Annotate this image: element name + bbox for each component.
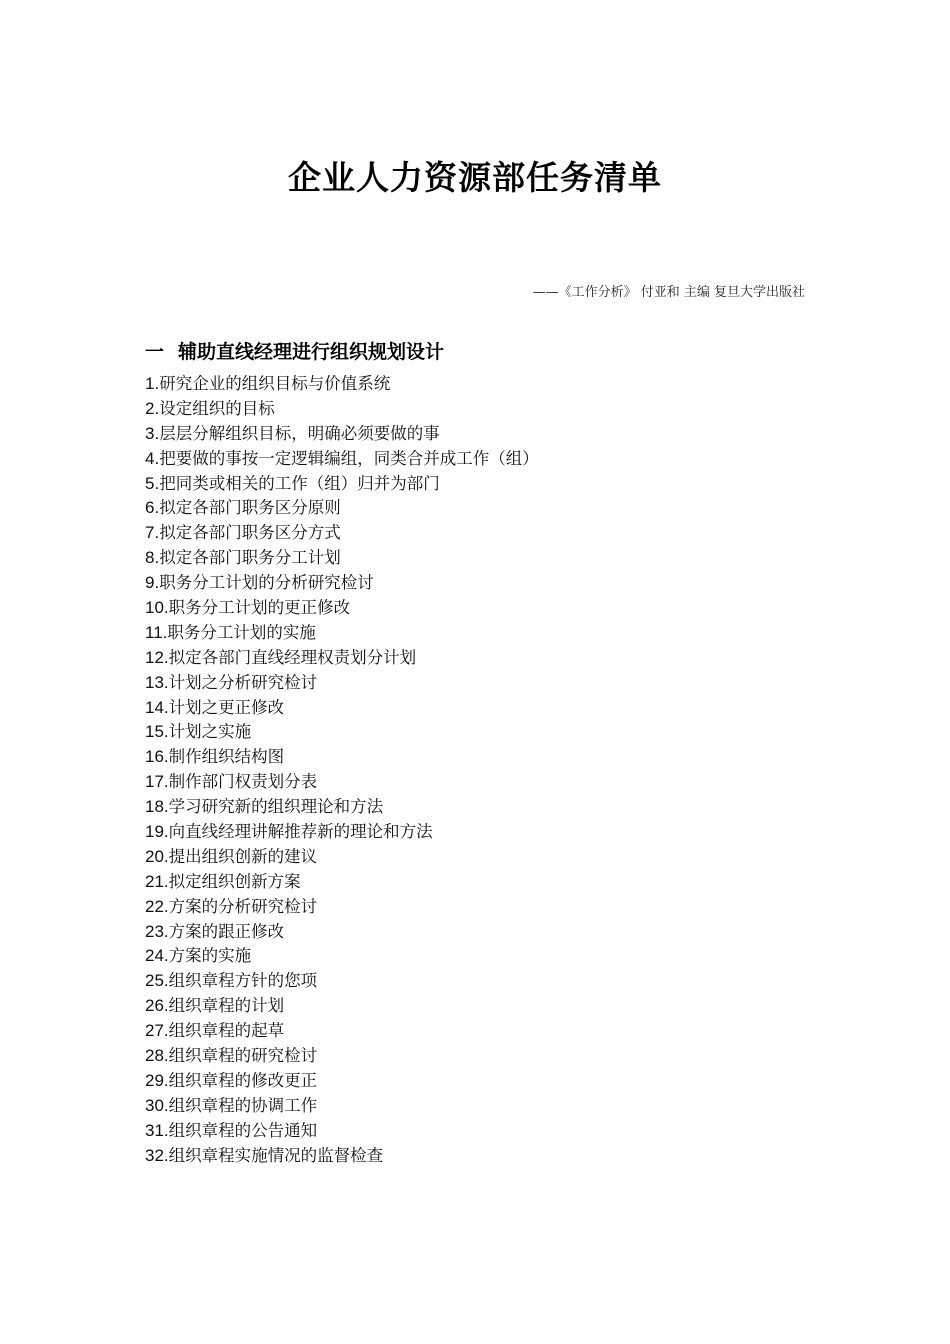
task-text: 职务分工计划的更正修改 (168, 598, 351, 618)
task-text: 组织章程的协调工作 (168, 1095, 318, 1115)
task-index: 25. (145, 971, 169, 991)
task-index: 12. (145, 647, 169, 667)
task-text: 计划之更正修改 (168, 697, 285, 717)
task-text: 学习研究新的组织理论和方法 (168, 797, 384, 817)
list-item (145, 372, 539, 397)
list-item (145, 496, 539, 521)
task-text: 提出组织创新的建议 (168, 846, 318, 866)
section-title: 辅助直线经理进行组织规划设计 (178, 340, 445, 363)
task-text: 把要做的事按一定逻辑编组，同类合并成工作（组） (159, 448, 539, 468)
task-index: 13. (145, 672, 169, 692)
list-item (145, 969, 539, 994)
task-index: 6. (145, 498, 160, 518)
list-item (145, 795, 539, 820)
task-index: 15. (145, 722, 169, 742)
list-item (145, 870, 539, 895)
list-item (145, 671, 539, 696)
task-text: 计划之分析研究检讨 (168, 672, 318, 692)
list-item (145, 1119, 539, 1144)
task-index: 11. (145, 622, 168, 642)
task-index: 8. (145, 548, 160, 568)
task-text: 方案的分析研究检讨 (168, 896, 318, 916)
task-text: 把同类或相关的工作（组）归并为部门 (159, 473, 440, 493)
task-index: 24. (145, 946, 169, 966)
task-text: 方案的实施 (168, 946, 252, 966)
task-text: 拟定各部门职务区分方式 (159, 523, 341, 543)
task-text: 向直线经理讲解推荐新的理论和方法 (168, 822, 433, 842)
list-item (145, 621, 539, 646)
task-text: 组织章程的研究检讨 (168, 1046, 318, 1066)
source-citation: ——《工作分析》 付亚和 主编 复旦大学出版社 (532, 285, 805, 300)
list-item (145, 646, 539, 671)
list-item (145, 447, 539, 472)
list-item (145, 521, 539, 546)
task-index: 23. (145, 921, 169, 941)
list-item (145, 1019, 539, 1044)
list-item (145, 994, 539, 1019)
task-text: 拟定各部门直线经理权责划分计划 (168, 647, 417, 667)
task-index: 17. (145, 772, 169, 792)
task-index: 32. (145, 1145, 169, 1165)
task-index: 3. (145, 423, 160, 443)
list-item (145, 546, 539, 571)
list-item (145, 820, 539, 845)
list-item (145, 920, 539, 945)
task-index: 21. (145, 871, 169, 891)
list-item (145, 1044, 539, 1069)
list-item (145, 397, 539, 422)
task-index: 22. (145, 896, 169, 916)
task-text: 组织章程的计划 (168, 996, 285, 1016)
list-item (145, 944, 539, 969)
task-index: 30. (145, 1095, 169, 1115)
task-index: 2. (145, 398, 160, 418)
list-item (145, 696, 539, 721)
task-text: 职务分工计划的实施 (167, 622, 316, 642)
task-index: 14. (145, 697, 169, 717)
task-text: 制作组织结构图 (168, 747, 285, 767)
task-text: 计划之实施 (168, 722, 252, 742)
task-text: 设定组织的目标 (159, 398, 275, 418)
task-index: 28. (145, 1046, 169, 1066)
task-index: 4. (145, 448, 160, 468)
list-item (145, 720, 539, 745)
list-item (145, 422, 539, 447)
task-text: 方案的跟正修改 (168, 921, 285, 941)
list-item (145, 1144, 539, 1169)
task-text: 拟定各部门职务区分原则 (159, 498, 341, 518)
task-index: 27. (145, 1021, 169, 1041)
task-text: 组织章程的起草 (168, 1021, 285, 1041)
task-index: 16. (145, 747, 169, 767)
list-item (145, 596, 539, 621)
task-text: 制作部门权责划分表 (168, 772, 318, 792)
task-index: 1. (145, 374, 160, 393)
task-index: 19. (145, 822, 169, 842)
task-index: 26. (145, 996, 169, 1016)
task-list (145, 372, 539, 1169)
task-index: 9. (145, 573, 160, 593)
task-index: 7. (145, 523, 160, 543)
task-index: 10. (145, 598, 169, 618)
task-text: 拟定组织创新方案 (168, 871, 301, 891)
task-text: 组织章程实施情况的监督检查 (168, 1145, 384, 1165)
list-item (145, 1069, 539, 1094)
section-heading (145, 338, 444, 366)
task-text: 层层分解组织目标，明确必须要做的事 (159, 423, 440, 443)
task-index: 18. (145, 797, 169, 817)
task-index: 31. (145, 1120, 169, 1140)
task-text: 组织章程方针的您项 (168, 971, 318, 991)
task-text: 职务分工计划的分析研究检讨 (159, 573, 374, 593)
document-title: 企业人力资源部任务清单 (288, 158, 662, 198)
list-item (145, 770, 539, 795)
task-index: 20. (145, 846, 169, 866)
list-item (145, 845, 539, 870)
list-item (145, 895, 539, 920)
task-text: 研究企业的组织目标与价值系统 (159, 374, 391, 393)
task-index: 5. (145, 473, 160, 493)
section-number: 一 (145, 340, 165, 363)
task-text: 组织章程的修改更正 (168, 1070, 318, 1090)
list-item (145, 1094, 539, 1119)
list-item (145, 745, 539, 770)
task-index: 29. (145, 1070, 169, 1090)
task-text: 组织章程的公告通知 (168, 1120, 318, 1140)
list-item (145, 472, 539, 497)
list-item (145, 571, 539, 596)
task-text: 拟定各部门职务分工计划 (159, 548, 341, 568)
